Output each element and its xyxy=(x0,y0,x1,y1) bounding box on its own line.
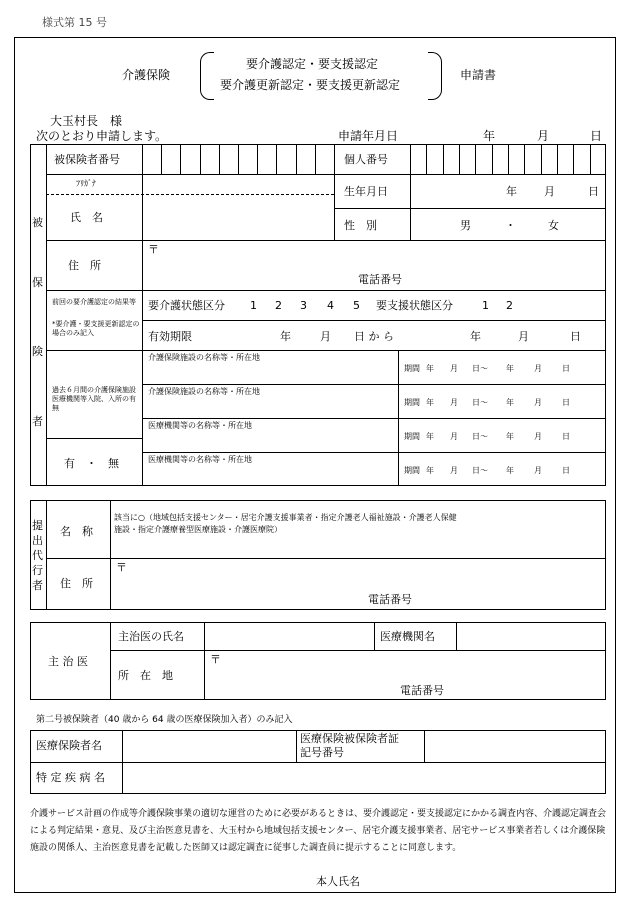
header-prefix: 介護保険 xyxy=(122,68,171,82)
doctor-address-label: 所 在 地 xyxy=(118,669,173,682)
number-box-divider xyxy=(161,144,162,174)
facility-note: 過去６月間の介護保険施設医療機関等入院、入所の有無 xyxy=(52,386,136,412)
doctor-institution-label: 医療機関名 xyxy=(380,630,435,643)
renewal-note: *要介護・要支援更新認定の場合のみ記入 xyxy=(52,320,140,337)
period-to-year: 年 xyxy=(506,364,514,373)
sex-male[interactable]: 男 xyxy=(460,219,471,232)
facility-name-label: 介護保険施設の名称等・所在地 xyxy=(148,353,260,362)
birth-day: 日 xyxy=(588,185,599,198)
period-label: 期間 xyxy=(404,466,420,475)
header-line2: 要介護更新認定・要支援更新認定 xyxy=(220,78,401,92)
period-from-month: 月 xyxy=(450,398,458,407)
doctor-name-label: 主治医の氏名 xyxy=(118,630,184,643)
period-to-day: 日 xyxy=(562,364,570,373)
period-to-month: 月 xyxy=(534,466,542,475)
number-box-divider xyxy=(219,144,220,174)
period-tilde: 日～ xyxy=(472,398,488,407)
valid-to-day: 日 xyxy=(570,330,581,343)
furigana-label: ﾌﾘｶﾞﾅ xyxy=(76,179,96,188)
doctor-table xyxy=(30,622,606,700)
side-label-4: 者 xyxy=(32,415,43,428)
period-from-month: 月 xyxy=(450,364,458,373)
agent-name-note1: 該当に○（地域包括支援センター・居宅介護支援事業者・指定介護老人福祉施設・介護老人保健 xyxy=(114,513,457,522)
sex-dot: ・ xyxy=(505,219,516,232)
number-box-divider xyxy=(257,144,258,174)
number-box-divider xyxy=(180,144,181,174)
date-year: 年 xyxy=(483,129,496,143)
facility-name-label: 介護保険施設の名称等・所在地 xyxy=(148,387,260,396)
agent-phone-label: 電話番号 xyxy=(368,593,412,606)
agent-side-1: 提 xyxy=(32,519,43,532)
care-level-1[interactable]: 1 xyxy=(250,299,257,312)
number-box-divider xyxy=(426,144,427,174)
period-label: 期間 xyxy=(404,398,420,407)
period-tilde: 日～ xyxy=(472,364,488,373)
sex-label: 性 別 xyxy=(344,219,377,232)
agent-postal: 〒 xyxy=(116,561,127,574)
number-box-divider xyxy=(276,144,277,174)
support-level-2[interactable]: 2 xyxy=(506,299,513,312)
number-box-divider xyxy=(200,144,201,174)
birth-label: 生年月日 xyxy=(344,185,388,198)
number-box-divider xyxy=(557,144,558,174)
signature-label: 本人氏名 xyxy=(316,875,360,888)
valid-from: 日 か ら xyxy=(354,330,394,343)
care-level-3[interactable]: 3 xyxy=(300,299,307,312)
care-level-4[interactable]: 4 xyxy=(327,299,334,312)
date-day: 日 xyxy=(590,129,603,143)
sex-female[interactable]: 女 xyxy=(548,219,559,232)
agent-side-5: 者 xyxy=(32,579,43,592)
birth-year: 年 xyxy=(506,185,517,198)
number-box-divider xyxy=(459,144,460,174)
agent-name-note2: 施設・指定介護療養型医療施設・介護医療院） xyxy=(114,525,282,534)
period-from-year: 年 xyxy=(426,432,434,441)
period-to-day: 日 xyxy=(562,466,570,475)
number-box-divider xyxy=(315,144,316,174)
agent-address-label: 住 所 xyxy=(60,577,93,590)
cert-label1: 医療保険被保険者証 xyxy=(300,732,399,745)
number-box-divider xyxy=(475,144,476,174)
disease-label: 特 定 疾 病 名 xyxy=(36,771,105,784)
number-box-divider xyxy=(524,144,525,174)
number-box-divider xyxy=(590,144,591,174)
doctor-label: 主 治 医 xyxy=(48,655,88,668)
facility-name-label: 医療機関等の名称等・所在地 xyxy=(148,455,252,464)
support-level-1[interactable]: 1 xyxy=(482,299,489,312)
insurance-number-label: 被保険者番号 xyxy=(54,153,120,166)
previous-result-note: 前回の要介護認定の結果等 xyxy=(52,298,136,306)
side-label-1: 被 xyxy=(32,216,43,229)
address-label: 住 所 xyxy=(68,259,101,272)
agent-side-2: 出 xyxy=(32,534,43,547)
insurer-label: 医療保険者名 xyxy=(36,739,102,752)
ari-nashi[interactable]: 有 ・ 無 xyxy=(64,457,119,470)
number-box-divider xyxy=(443,144,444,174)
side-label-2: 保 xyxy=(32,276,43,289)
period-from-year: 年 xyxy=(426,466,434,475)
agent-side-3: 代 xyxy=(32,549,43,562)
birth-month: 月 xyxy=(544,185,555,198)
date-month: 月 xyxy=(537,129,550,143)
agent-side-4: 行 xyxy=(32,564,43,577)
doctor-phone-label: 電話番号 xyxy=(400,684,444,697)
period-label: 期間 xyxy=(404,364,420,373)
secondary-title: 第二号被保険者（40 歳から 64 歳の医療保険加入者）のみ記入 xyxy=(36,715,293,725)
period-to-day: 日 xyxy=(562,398,570,407)
address-phone-label: 電話番号 xyxy=(358,273,402,286)
valid-to-month: 月 xyxy=(518,330,529,343)
right-bracket xyxy=(428,52,442,100)
period-from-month: 月 xyxy=(450,466,458,475)
left-bracket xyxy=(200,52,214,100)
period-tilde: 日～ xyxy=(472,432,488,441)
period-to-year: 年 xyxy=(506,432,514,441)
intro: 次のとおり申請します。 xyxy=(36,129,168,143)
valid-label: 有効期限 xyxy=(148,330,192,343)
valid-from-year: 年 xyxy=(280,330,291,343)
facility-name-label: 医療機関等の名称等・所在地 xyxy=(148,421,252,430)
period-to-month: 月 xyxy=(534,432,542,441)
period-tilde: 日～ xyxy=(472,466,488,475)
form-number: 様式第 15 号 xyxy=(42,16,107,29)
insured-table xyxy=(30,144,606,486)
period-from-month: 月 xyxy=(450,432,458,441)
personal-number-label: 個人番号 xyxy=(344,153,388,166)
valid-from-month: 月 xyxy=(320,330,331,343)
period-from-year: 年 xyxy=(426,364,434,373)
care-level-5[interactable]: 5 xyxy=(353,299,360,312)
consent-text: 介護サービス計画の作成等介護保険事業の適切な運営のために必要があるときは、要介護認定・要支援認定にかかる調査内容、介護認定調査会による判定結果・意見、及び主治医意見書を、大玉村から地域包括支援センター、居宅介護支援事業者、居宅サービス事業者若しくは介護保険施設の関係人、主治医意見書を記載した医師又は認定調査に従事した調査員に提示することに同意します。 xyxy=(30,809,607,853)
name-label: 氏 名 xyxy=(70,211,103,224)
period-label: 期間 xyxy=(404,432,420,441)
period-to-month: 月 xyxy=(534,364,542,373)
cert-label2: 記号番号 xyxy=(300,746,344,759)
number-box-divider xyxy=(508,144,509,174)
number-box-divider xyxy=(238,144,239,174)
side-label-3: 険 xyxy=(32,345,43,358)
support-level-label: 要支援状態区分 xyxy=(376,299,453,312)
period-to-month: 月 xyxy=(534,398,542,407)
period-to-year: 年 xyxy=(506,398,514,407)
number-box-divider xyxy=(541,144,542,174)
number-box-divider xyxy=(573,144,574,174)
header-suffix: 申請書 xyxy=(460,68,497,82)
period-to-year: 年 xyxy=(506,466,514,475)
care-level-2[interactable]: 2 xyxy=(275,299,282,312)
period-to-day: 日 xyxy=(562,432,570,441)
number-box-divider xyxy=(492,144,493,174)
number-box-divider xyxy=(296,144,297,174)
period-from-year: 年 xyxy=(426,398,434,407)
date-label: 申請年月日 xyxy=(338,129,399,143)
header-line1: 要介護認定・要支援認定 xyxy=(246,57,379,71)
care-level-label: 要介護状態区分 xyxy=(148,299,225,312)
agent-name-label: 名 称 xyxy=(60,525,93,538)
doctor-postal: 〒 xyxy=(210,653,221,666)
address-postal: 〒 xyxy=(148,243,159,256)
addressee: 大玉村長 様 xyxy=(50,114,123,128)
valid-to-year: 年 xyxy=(470,330,481,343)
